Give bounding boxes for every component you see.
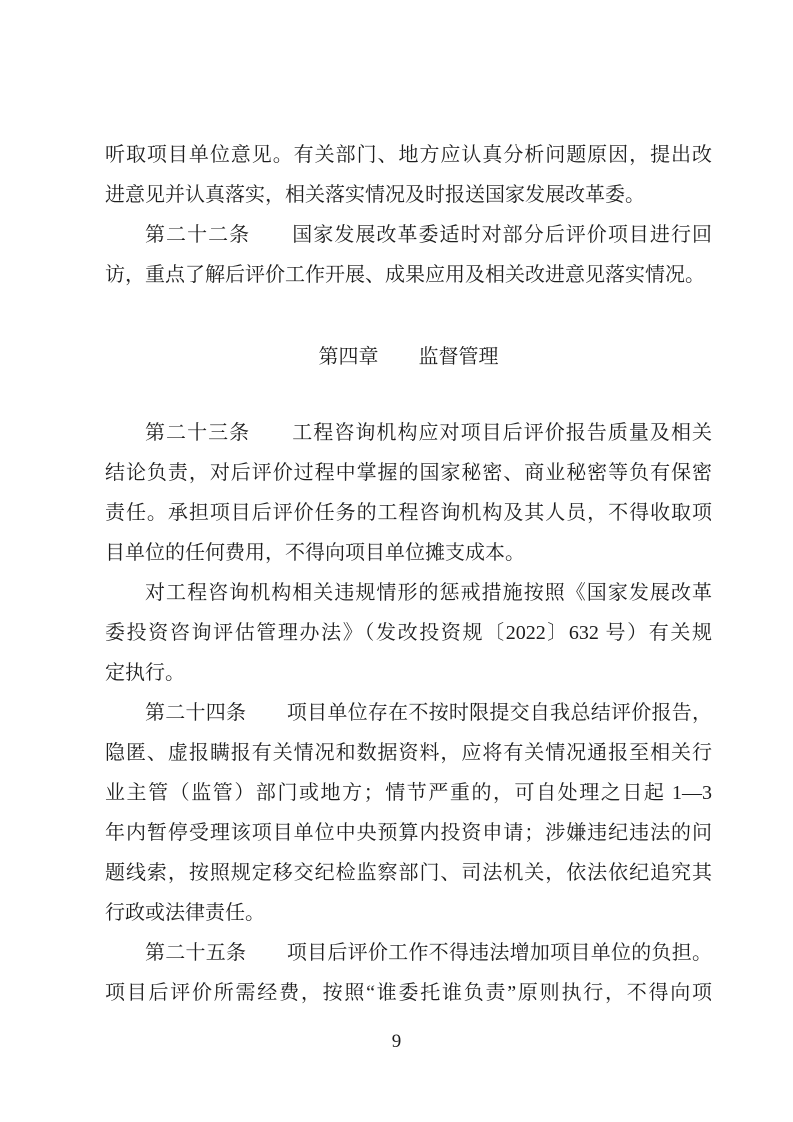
- text-line: 项目后评价所需经费，按照“谁委托谁负责”原则执行，不得向项: [105, 982, 712, 1004]
- text-line: 第二十五条 项目后评价工作不得违法增加项目单位的负担。: [145, 942, 712, 964]
- text-line: 结论负责，对后评价过程中掌握的国家秘密、商业秘密等负有保密: [105, 462, 712, 484]
- text-line: 业主管（监管）部门或地方；情节严重的，可自处理之日起 1—3: [105, 782, 712, 804]
- text-line: 对工程咨询机构相关违规情形的惩戒措施按照《国家发展改革: [145, 582, 712, 604]
- text-line: 定执行。: [105, 662, 185, 684]
- text-line: 目单位的任何费用，不得向项目单位摊支成本。: [105, 542, 525, 564]
- text-block: [105, 135, 712, 1013]
- chapter-heading: 第四章 监督管理: [318, 346, 499, 368]
- paragraphs-before-heading: [105, 135, 712, 295]
- text-line: 委投资咨询评估管理办法》（发改投资规〔2022〕632 号）有关规: [105, 622, 712, 644]
- paragraphs-after-heading: [105, 413, 712, 1013]
- text-line: 第二十三条 工程咨询机构应对项目后评价报告质量及相关: [145, 422, 712, 444]
- text-line: 责任。承担项目后评价任务的工程咨询机构及其人员，不得收取项: [105, 502, 712, 524]
- text-line: 年内暂停受理该项目单位中央预算内投资申请；涉嫌违纪违法的问: [105, 822, 712, 844]
- text-line: 听取项目单位意见。有关部门、地方应认真分析问题原因，提出改: [105, 144, 712, 166]
- text-line: 第二十四条 项目单位存在不按时限提交自我总结评价报告，: [145, 702, 712, 724]
- page-number: 9: [391, 1031, 402, 1052]
- text-line: 题线索，按照规定移交纪检监察部门、司法机关，依法依纪追究其: [105, 862, 712, 884]
- text-line: 访，重点了解后评价工作开展、成果应用及相关改进意见落实情况。: [105, 264, 705, 286]
- text-line: 行政或法律责任。: [105, 902, 265, 924]
- text-line: 第二十二条 国家发展改革委适时对部分后评价项目进行回: [145, 224, 712, 246]
- text-line: 进意见并认真落实，相关落实情况及时报送国家发展改革委。: [105, 184, 645, 206]
- text-line: 隐匿、虚报瞒报有关情况和数据资料，应将有关情况通报至相关行: [105, 742, 712, 764]
